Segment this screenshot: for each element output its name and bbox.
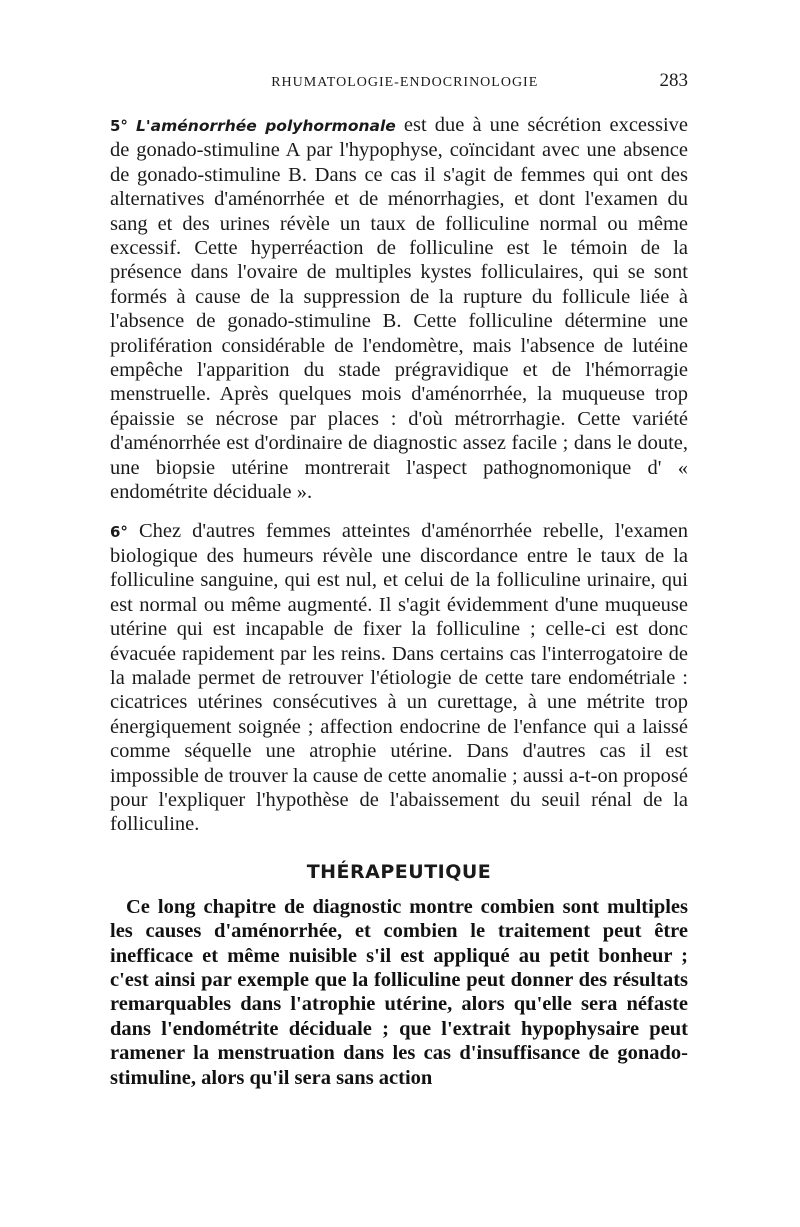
- page-number: 283: [659, 70, 688, 91]
- paragraph-title-5: L'aménorrhée polyhormonale: [136, 117, 396, 135]
- running-title: RHUMATOLOGIE-ENDOCRINOLOGIE: [271, 75, 539, 90]
- paragraph-number-5: 5°: [110, 117, 128, 135]
- paragraph-number-6: 6°: [110, 522, 128, 541]
- paragraph-text-5: est due à une sécrétion excessive de gonado-stimuline A par l'hypophyse, coïncidant avec une absence de gonado-stimuline B. Dans ce cas il s'agit de femmes qui ont des alternatives d'aménorrhée et de ménorrhagies, et dont l'examen du sang et des urines révèle un taux de folliculine normal ou même excessif. Cette hyperréaction de folliculine est le témoin de la présence dans l'ovaire de multiples kystes folliculaires, qui se sont formés à cause de la suppression de la rupture du follicule liée à l'absence de gonado-stimuline B. Cette folliculine détermine une prolifération considérable de l'endomètre, mais l'absence de lutéine empêche l'apparition du stade prégravidique et de l'hémorragie menstruelle. Après quelques mois d'aménorrhée, la muqueuse trop épaissie se nécrose par places : d'où métrorrhagie. Cette variété d'aménorrhée est d'ordinaire de diagnostic assez facile ; dans le doute, une biopsie utérine montrerait l'aspect pathognomonique d' « endométrite déciduale ».: [110, 114, 689, 504]
- section-heading: THÉRAPEUTIQUE: [306, 860, 492, 883]
- page-header: [110, 70, 688, 108]
- paragraph-therapeutique: Ce long chapitre de diagnostic montre combien sont multiples les causes d'aménorrhée, et combien le traitement peut être inefficace et même nuisible s'il est appliqué au petit bonheur ; c'est ainsi par exemple que la folliculine peut donner des résultats remarquables dans l'atrophie utérine, alors qu'elle sera néfaste dans l'endométrite déciduale ; que l'extrait hypophysaire peut ramener la menstruation dans les cas d'insuffisance de gonado-stimuline, alors qu'il sera sans action: [110, 895, 688, 1089]
- paragraph-6: [110, 519, 688, 837]
- paragraph-5: [110, 113, 688, 505]
- book-page: [110, 70, 688, 1090]
- paragraph-text-6: Chez d'autres femmes atteintes d'aménorrhée rebelle, l'examen biologique des humeurs révèle une discordance entre le taux de la folliculine sanguine, qui est nul, et celui de la folliculine urinaire, qui est normal ou même augmenté. Il s'agit évidemment d'une muqueuse utérine qui est incapable de fixer la folliculine ; celle-ci est donc évacuée rapidement par les reins. Dans certains cas l'interrogatoire de la malade permet de retrouver l'étiologie de cette tare endométriale : cicatrices utérines consécutives à un curettage, à une métrite trop énergiquement soignée ; affection endocrine de l'enfance qui a laissé comme séquelle une atrophie utérine. Dans d'autres cas il est impossible de trouver la cause de cette anomalie ; aussi a-t-on proposé pour l'expliquer l'hypothèse de l'abaissement du seuil rénal de la folliculine.: [110, 519, 688, 836]
